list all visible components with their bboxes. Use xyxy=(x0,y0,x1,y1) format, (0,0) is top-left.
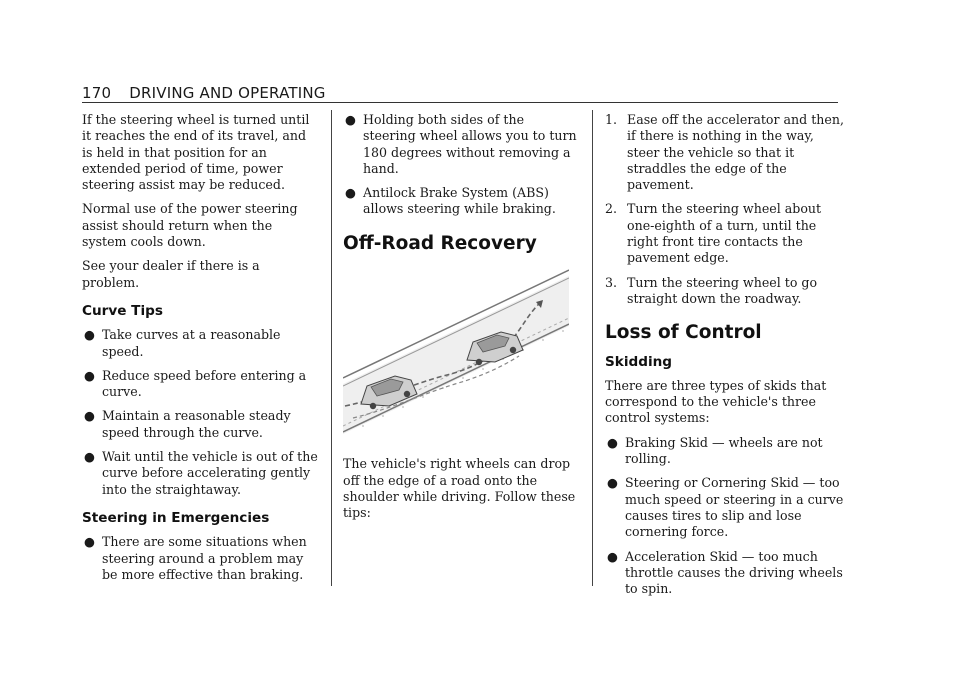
steering-list-continued xyxy=(343,112,579,218)
list-item: ● Wait until the vehicle is out of the curve before accelerating gently into the straightaway. xyxy=(84,449,318,497)
list-item: ● Antilock Brake System (ABS) allows steering while braking. xyxy=(345,185,556,217)
curve-tips-heading: Curve Tips xyxy=(82,302,163,319)
bullet-icon: ● xyxy=(345,112,356,127)
step-number: 2. xyxy=(605,201,618,217)
bullet-icon: ● xyxy=(84,327,95,343)
bullet-icon: ● xyxy=(84,449,95,465)
bullet-icon: ● xyxy=(607,434,618,450)
list-item: ● Holding both sides of the steering wheel allows you to turn 180 degrees without removing a hand. xyxy=(345,112,577,176)
recovery-steps-list xyxy=(605,112,845,307)
header-divider xyxy=(82,102,838,103)
bullet-icon: ● xyxy=(607,548,618,564)
column-divider xyxy=(592,110,593,586)
steering-list xyxy=(82,534,318,583)
list-item: ● Braking Skid — wheels are not rolling. xyxy=(607,434,823,467)
paragraph: There are three types of skids that correspond to the vehicle's three control systems: xyxy=(605,377,827,426)
steering-emergencies-heading: Steering in Emergencies xyxy=(82,509,270,526)
skid-types-list xyxy=(605,435,845,598)
section-title: DRIVING AND OPERATING xyxy=(129,84,326,102)
paragraph: If the steering wheel is turned until it reaches the end of its travel, and is held in that position for an extended period of time, power steering assist may be reduced. xyxy=(82,112,310,193)
paragraph: Normal use of the power steering assist should return when the system cools down. xyxy=(82,201,298,250)
step-number: 3. xyxy=(605,274,618,290)
list-item: ● Acceleration Skid — too much throttle causes the driving wheels to spin. xyxy=(607,548,843,597)
column-2 xyxy=(343,112,579,530)
bullet-icon: ● xyxy=(607,475,618,491)
skidding-heading: Skidding xyxy=(605,353,673,370)
page-number: 170 xyxy=(82,84,112,102)
column-1 xyxy=(82,112,318,591)
list-item: ● Maintain a reasonable steady speed through the curve. xyxy=(84,408,291,440)
bullet-icon: ● xyxy=(84,408,95,424)
step-number: 1. xyxy=(605,112,618,127)
list-item: 1. Ease off the accelerator and then, if there is nothing in the way, steer the vehicle so that it straddles the edge of the pavement. xyxy=(605,112,844,193)
figure-caption: The vehicle's right wheels can drop off the edge of a road onto the shoulder while driving. Follow these tips: xyxy=(343,456,576,521)
list-item: ● Take curves at a reasonable speed. xyxy=(84,327,281,359)
loss-of-control-heading: Loss of Control xyxy=(605,322,762,344)
page-header xyxy=(82,84,326,102)
list-item: 2. Turn the steering wheel about one-eighth of a turn, until the right front tire contacts the pavement edge. xyxy=(605,201,822,266)
list-item: ● Reduce speed before entering a curve. xyxy=(84,367,307,400)
curve-tips-list xyxy=(82,327,318,498)
column-divider xyxy=(331,110,332,586)
column-3 xyxy=(605,112,845,605)
paragraph: See your dealer if there is a problem. xyxy=(82,258,260,290)
list-item: 3. Turn the steering wheel to go straight down the roadway. xyxy=(605,274,818,306)
list-item: ● There are some situations when steering around a problem may be more effective than braking. xyxy=(84,534,307,582)
bullet-icon: ● xyxy=(84,534,95,550)
bullet-icon: ● xyxy=(345,185,356,201)
off-road-recovery-illustration xyxy=(343,266,569,438)
off-road-recovery-heading: Off-Road Recovery xyxy=(343,232,537,254)
bullet-icon: ● xyxy=(84,367,95,383)
list-item: ● Steering or Cornering Skid — too much speed or steering in a curve causes tires to slip and lose cornering force. xyxy=(607,475,844,540)
